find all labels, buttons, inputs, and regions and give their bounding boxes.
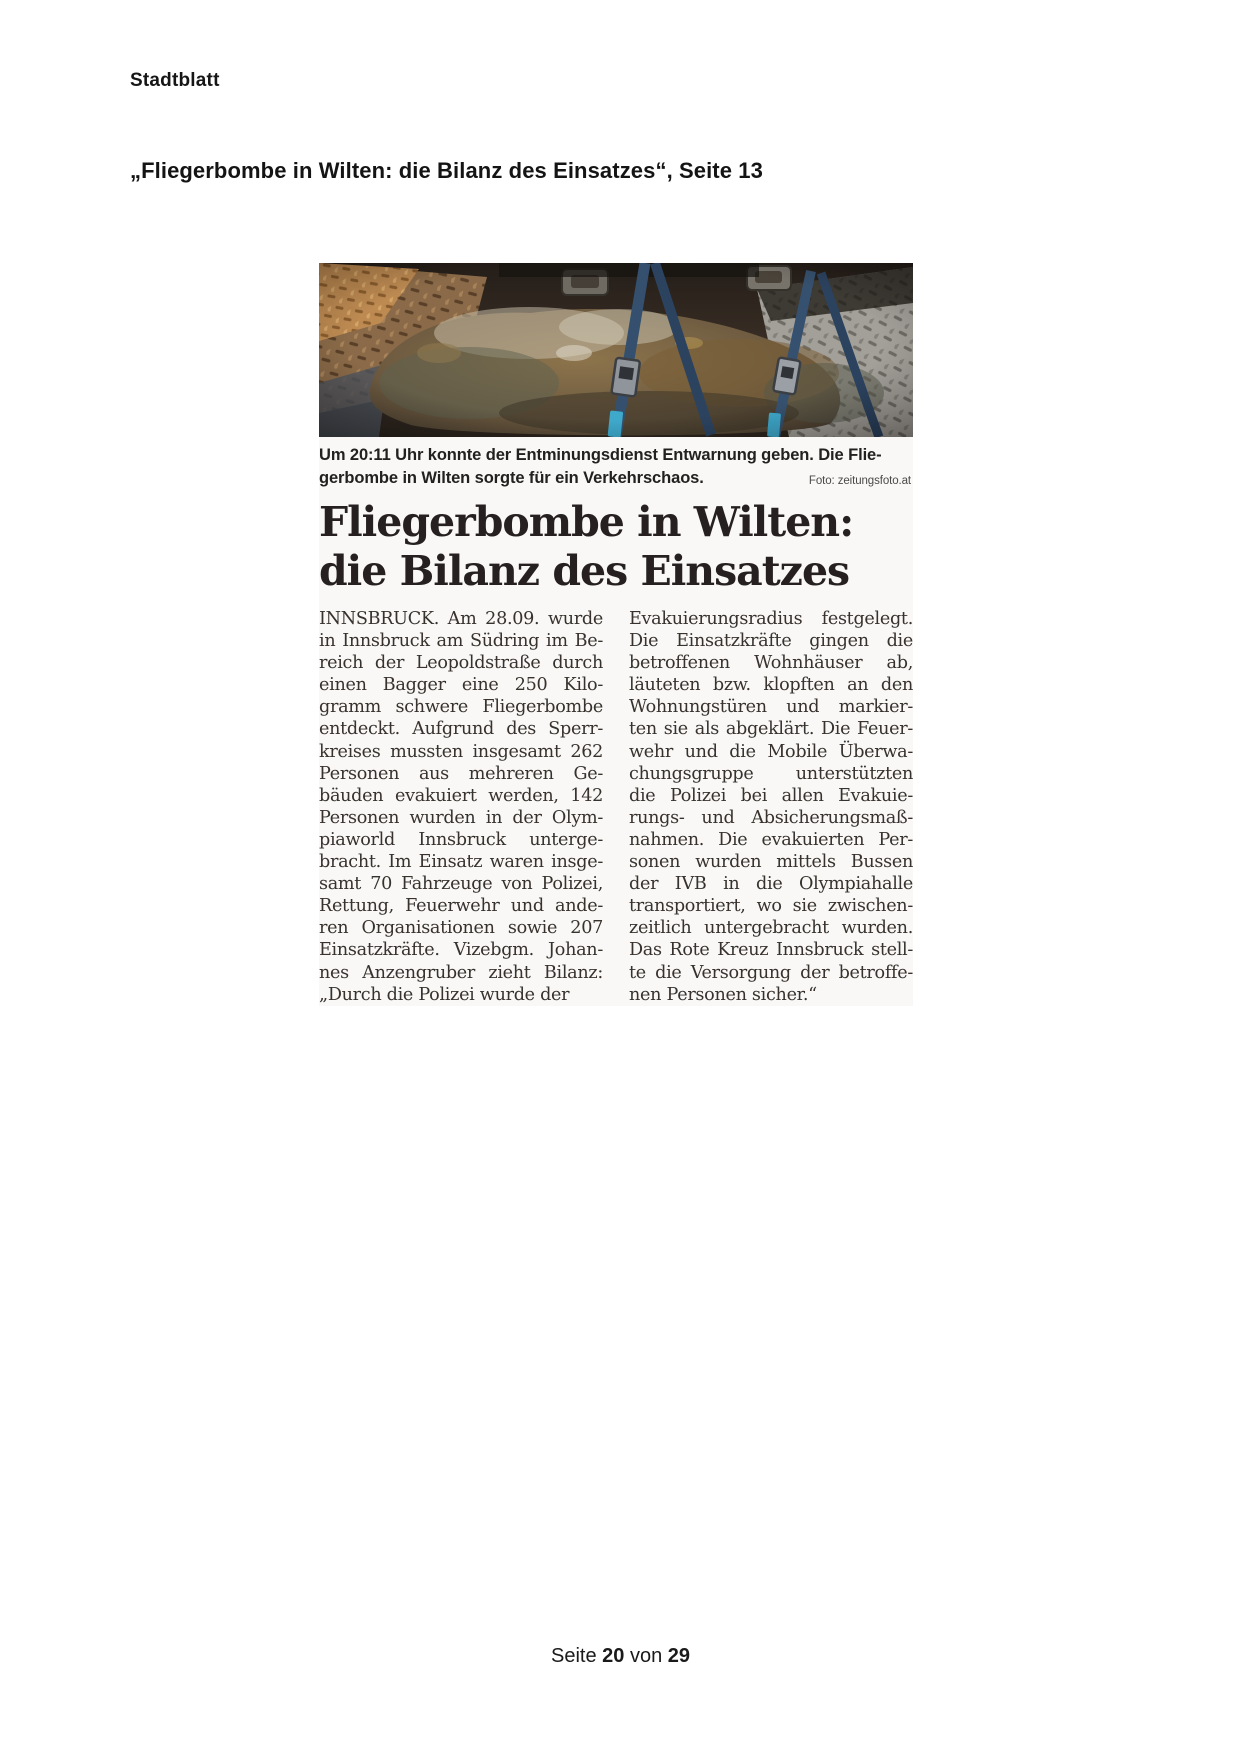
article-text-line: die Polizei bei allen Evakuie- [629, 785, 913, 806]
headline-line-1: Fliegerbombe in Wilten: [319, 498, 854, 546]
article-text-line: Die Einsatzkräfte gingen die [629, 631, 913, 652]
footer-current-page: 20 [602, 1645, 625, 1667]
article-text-line: gramm schwere Fliegerbombe [319, 697, 603, 718]
photo-vignette [319, 263, 913, 437]
article-text-line: wehr und die Mobile Überwa- [629, 741, 913, 762]
article-text-line: sonen wurden mittels Bussen [629, 852, 913, 873]
bomb-photo [319, 263, 913, 437]
article-text-line: Wohnungstüren und markier- [629, 697, 913, 718]
article-body [319, 608, 913, 1006]
article-text-line: in Innsbruck am Südring im Be- [319, 631, 603, 652]
caption-line-1: Um 20:11 Uhr konnte der Entminungsdienst Entwarnung geben. Die Flie- [319, 446, 882, 464]
article-text-line: zeitlich untergebracht wurden. [629, 918, 913, 939]
article-text-line: läuteten bzw. klopften an den [629, 675, 913, 696]
article-text-line: Personen wurden in der Olym- [319, 807, 603, 828]
article-text-line: INNSBRUCK. Am 28.09. wurde [319, 609, 603, 629]
article-text-line: betroffenen Wohnhäuser ab, [629, 653, 913, 674]
article-text-line: ren Organisationen sowie 207 [319, 918, 603, 939]
page-header-label: Stadtblatt [130, 70, 220, 91]
article-text-line: reich der Leopoldstraße durch [319, 653, 603, 674]
article-text-line: chungsgruppe unterstützten [629, 763, 913, 784]
article-text-line: samt 70 Fahrzeuge von Polizei, [319, 874, 603, 895]
photo-credit: Foto: zeitungsfoto.at [808, 475, 911, 487]
footer-total-pages: 29 [667, 1645, 691, 1667]
article-text-line: transportiert, wo sie zwischen- [629, 896, 913, 917]
article-text-line: ten sie als abgeklärt. Die Feuer- [629, 719, 913, 740]
caption-line-2: gerbombe in Wilten sorgte für ein Verkehrschaos. [319, 469, 704, 487]
article-text-line: piaworld Innsbruck unterge- [319, 829, 603, 850]
newspaper-clipping [319, 263, 913, 1006]
article-text-line: te die Versorgung der betroffe- [629, 962, 913, 983]
footer-label-seite: Seite [550, 1645, 597, 1667]
photo-caption [319, 444, 913, 490]
article-column-right [629, 608, 913, 1006]
article-text-line: rungs- und Absicherungsmaß- [629, 807, 913, 828]
article-column-left [319, 608, 603, 1006]
article-text-line: Personen aus mehreren Ge- [319, 763, 603, 784]
article-text-line: nahmen. Die evakuierten Per- [629, 829, 913, 850]
article-text-line: bäuden evakuiert werden, 142 [319, 785, 603, 806]
article-text-line: Das Rote Kreuz Innsbruck stell- [629, 940, 913, 961]
article-text-line: der IVB in die Olympiahalle [629, 874, 913, 895]
article-reference-heading: „Fliegerbombe in Wilten: die Bilanz des Einsatzes“, Seite 13 [130, 158, 763, 183]
bomb-photo-illustration [319, 263, 913, 437]
article-text-line: Rettung, Feuerwehr und ande- [319, 896, 603, 917]
article-text-line: entdeckt. Aufgrund des Sperr- [319, 719, 603, 740]
article-text-line: kreises mussten insgesamt 262 [319, 741, 603, 762]
page-header [130, 70, 220, 92]
article-text-line: „Durch die Polizei wurde der [319, 984, 570, 1005]
article-text-line: einen Bagger eine 250 Kilo- [319, 675, 603, 696]
article-text-line: Evakuierungsradius festgelegt. [629, 609, 913, 629]
article-text-line: bracht. Im Einsatz waren insge- [319, 852, 603, 873]
headline-line-2: die Bilanz des Einsatzes [319, 547, 850, 595]
article-text-line: Einsatzkräfte. Vizebgm. Johan- [319, 940, 603, 961]
article-headline [319, 498, 913, 596]
article-text-line: nes Anzengruber zieht Bilanz: [319, 962, 603, 983]
article-text-line: nen Personen sicher.“ [629, 984, 817, 1005]
footer-label-von: von [629, 1645, 663, 1667]
page-footer [0, 1645, 1241, 1668]
